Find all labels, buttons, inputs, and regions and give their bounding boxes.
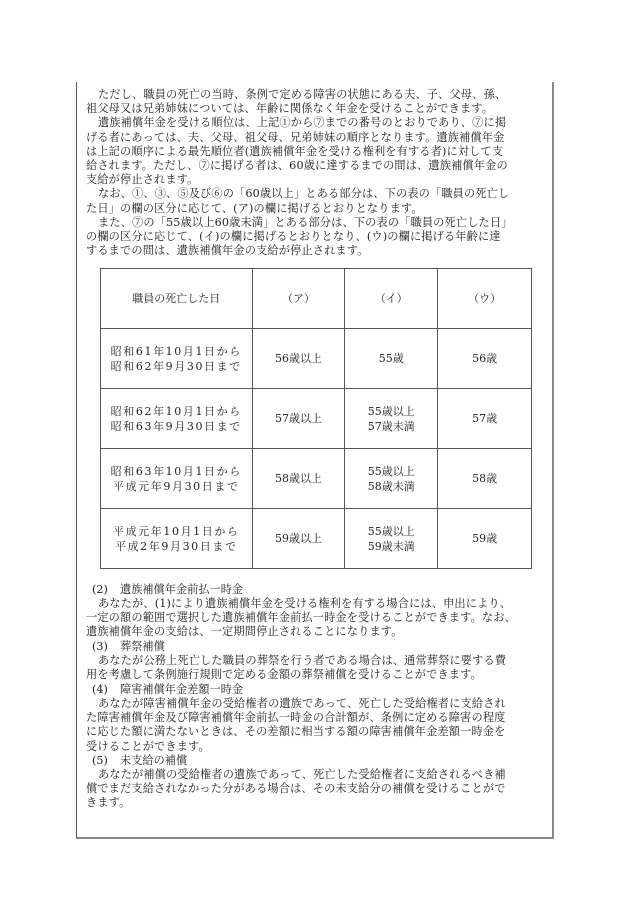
paragraph-line: するまでの間は、遺族補償年金の支給が停止されます。 [86, 244, 369, 258]
cell-a: 56歳以上 [252, 329, 345, 389]
section-body: あなたが公務上死亡した職員の葬祭を行う者である場合は、通常葬祭に要する費 用を考慮して条例施行規則で定める金額の葬祭補償を受けることができます。 [86, 654, 507, 682]
cell-i: 55歳以上 59歳未満 [345, 509, 438, 569]
paragraph-line: 給されます。ただし、⑦に掲げる者は、60歳に達するまでの間は、遺族補償年金の [86, 158, 508, 172]
paragraph-line: 遺族補償年金を受ける順位は、上記①から⑦までの番号のとおりであり、⑦に掲 [98, 116, 507, 130]
cell-date: 昭和62年10月1日から 昭和63年9月30日まで [101, 389, 253, 449]
paragraph-line: の欄の区分に応じて、(イ)の欄に掲げるとおりとなり、(ウ)の欄に掲げる年齢に達 [86, 229, 501, 243]
table-row [101, 509, 532, 569]
cell-u: 59歳 [438, 509, 532, 569]
paragraph-line: た日」の欄の区分に応じて、(ア)の欄に掲げるとおりとなります。 [86, 201, 423, 215]
table-row [101, 329, 532, 389]
table-row [101, 389, 532, 449]
section-heading: (5) 未支給の補償 [92, 754, 188, 767]
cell-u: 58歳 [438, 449, 532, 509]
paragraph-line: なお、①、③、⑤及び⑥の「60歳以上」とある部分は、下の表の「職員の死亡し [98, 187, 510, 201]
header-u: （ウ） [438, 269, 532, 329]
paragraph-line: また、⑦の「55歳以上60歳未満」とある部分は、下の表の「職員の死亡した日」 [98, 215, 513, 229]
intro-text [86, 88, 548, 258]
cell-i: 55歳以上 58歳未満 [345, 449, 438, 509]
section-body: あなたが補償の受給権者の遺族であって、死亡した受給権者に支給されるべき補 償でまだ支給されなかった分がある場合は、その未支給分の補償を受けることがで きます。 [86, 768, 506, 810]
paragraph-line: 支給が停止されます。 [86, 173, 199, 187]
cell-a: 58歳以上 [252, 449, 345, 509]
paragraph-line: は上記の順序による最先順位者(遺族補償年金を受ける権利を有する者)に対して支 [86, 144, 504, 158]
header-a: （ア） [252, 269, 345, 329]
section-heading: (3) 葬祭補償 [92, 640, 165, 653]
cell-date: 昭和63年10月1日から 平成元年9月30日まで [101, 449, 253, 509]
table-header-row [101, 269, 532, 329]
cell-i: 55歳以上 57歳未満 [345, 389, 438, 449]
section-heading: (2) 遺族補償年金前払一時金 [92, 583, 244, 596]
section-heading: (4) 障害補償年金差額一時金 [92, 683, 244, 696]
table-row [101, 449, 532, 509]
section-body: あなたが障害補償年金の受給権者の遺族であって、死亡した受給権者に支給され た障害補償年金及び障害補償年金前払一時金の合計額が、条例に定める障害の程度 に応じた額に満たないときは、その差額に相当する額の障害補償年金差額一時金を 受けることができます。 [86, 697, 506, 753]
cell-date: 昭和61年10月1日から 昭和62年9月30日まで [101, 329, 253, 389]
age-table [100, 268, 532, 569]
paragraph-line: ただし、職員の死亡の当時、条例で定める障害の状態にある夫、子、父母、孫、 [98, 88, 507, 101]
paragraph-line: げる者にあっては、夫、父母、祖父母、兄弟姉妹の順序となります。遺族補償年金 [86, 130, 505, 144]
section-body: あなたが、(1)により遺族補償年金を受ける権利を有する場合には、申出により、 一定の額の範囲で選択した遺族補償年金前払一時金を受けることができます。なお、 遺族補償年金の支給は、一定期間停止されることになります。 [86, 597, 516, 639]
header-date: 職員の死亡した日 [101, 269, 253, 329]
cell-u: 57歳 [438, 389, 532, 449]
cell-i: 55歳 [345, 329, 438, 389]
cell-a: 57歳以上 [252, 389, 345, 449]
cell-u: 56歳 [438, 329, 532, 389]
header-i: （イ） [345, 269, 438, 329]
paragraph-line: 祖父母又は兄弟姉妹については、年齢に関係なく年金を受けることができます。 [86, 102, 494, 116]
cell-date: 平成元年10月1日から 平成2年9月30日まで [101, 509, 253, 569]
cell-a: 59歳以上 [252, 509, 345, 569]
